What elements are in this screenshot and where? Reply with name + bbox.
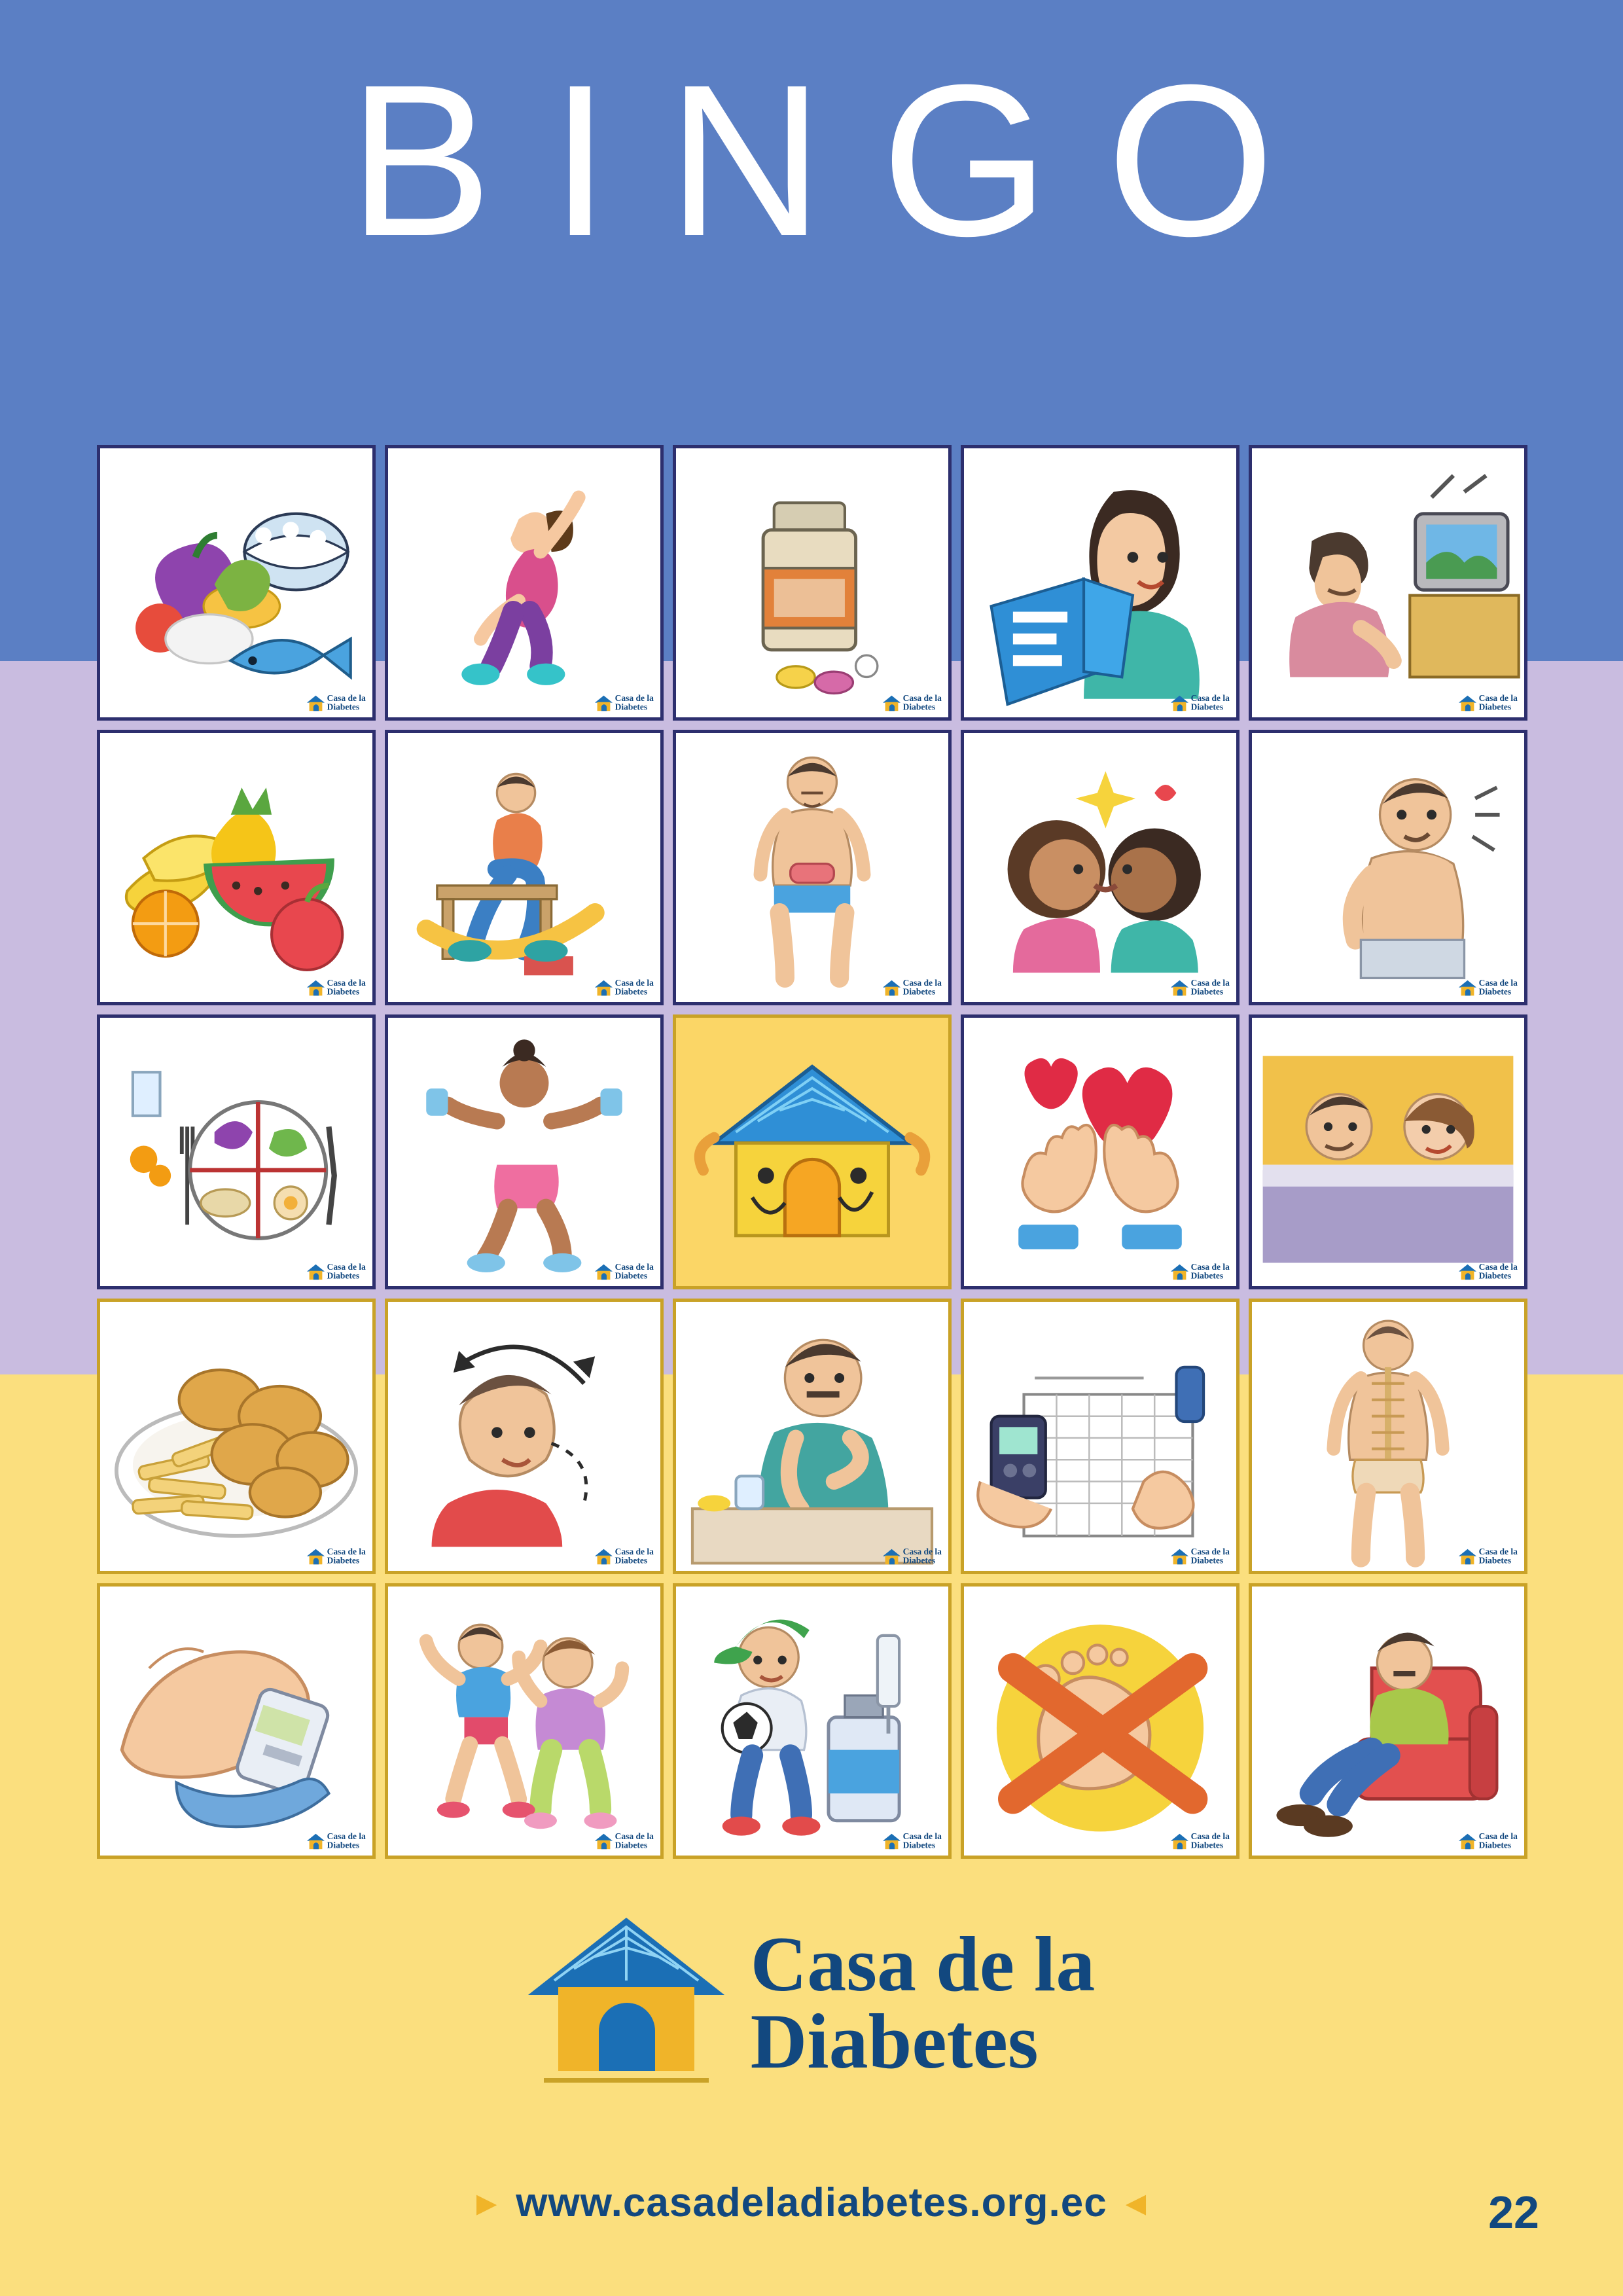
bingo-cell-couple-kissing[interactable] [961,730,1240,1005]
house-icon [595,696,613,711]
bingo-cell-person-stepping-on-step-exercise[interactable] [385,730,664,1005]
house-icon [1459,1549,1476,1564]
watermark-logo [1459,1263,1518,1281]
bingo-grid [97,445,1527,1859]
watermark-line2: Diabetes [902,1840,936,1850]
website-url[interactable]: www.casadeladiabetes.org.ec [516,2180,1107,2225]
house-icon [595,980,613,995]
house-icon [307,1834,325,1849]
house-icon [1459,1834,1476,1849]
watermark-logo [1171,1263,1230,1281]
watermark-logo [595,694,654,712]
footer-brand-logo [0,1918,1623,2088]
watermark-logo [1459,979,1518,997]
watermark-line1: Casa de la [902,1547,942,1557]
house-icon [1171,980,1188,995]
watermark-line2: Diabetes [1478,1840,1512,1850]
art-man-in-armchair [1252,1587,1524,1859]
watermark-logo [1459,1548,1518,1566]
bingo-cell-glucometer-and-logbook[interactable] [961,1299,1240,1574]
bingo-cell-casa-de-la-diabetes-house-mascot[interactable] [673,1014,952,1290]
bingo-cell-woman-stretching-exercise[interactable] [385,445,664,721]
watermark-line2: Diabetes [327,1271,360,1282]
watermark-line1: Casa de la [615,978,654,988]
art-plate-method [100,1018,372,1290]
house-icon [595,1834,613,1849]
website-url-line[interactable] [0,2179,1623,2226]
watermark-line1: Casa de la [327,1832,366,1842]
brand-name [750,1920,1096,2085]
watermark-logo [307,1263,366,1281]
watermark-line2: Diabetes [1478,987,1512,997]
casa-de-la-diabetes-house-icon [528,1918,724,2088]
bingo-cell-hands-holding-hearts[interactable] [961,1014,1240,1290]
art-glucometer-logbook [964,1302,1236,1574]
house-icon [883,1549,901,1564]
watermark-line1: Casa de la [1190,1832,1230,1842]
brand-line-1: Casa de la [750,1920,1096,2008]
watermark-line1: Casa de la [615,1832,654,1842]
art-woman-dumbbells [388,1018,660,1290]
watermark-logo [595,1548,654,1566]
watermark-line1: Casa de la [1190,1263,1230,1272]
house-icon [1171,696,1188,711]
watermark-line2: Diabetes [902,1556,936,1566]
watermark-line2: Diabetes [615,1556,648,1566]
watermark-line1: Casa de la [327,978,366,988]
bingo-cell-man-sitting-in-armchair[interactable] [1249,1583,1527,1859]
watermark-line2: Diabetes [327,1840,360,1850]
house-icon [883,980,901,995]
art-man-watching-tv [1252,448,1524,721]
art-medicine-bottle-pills [676,448,948,721]
bingo-cell-man-taking-pills-at-table[interactable] [673,1299,952,1574]
watermark-logo [307,694,366,712]
bingo-cell-kids-dancing-and-moving[interactable] [385,1583,664,1859]
house-icon [595,1265,613,1280]
watermark-logo [595,1263,654,1281]
watermark-line2: Diabetes [1190,1556,1224,1566]
bingo-cell-boy-with-ball-and-insulin-vial[interactable] [673,1583,952,1859]
watermark-line2: Diabetes [1190,1271,1224,1282]
house-icon [1459,696,1476,711]
art-house-mascot [676,1018,948,1290]
art-body-back-nerves [1252,1302,1524,1574]
watermark-line2: Diabetes [615,702,648,712]
watermark-line2: Diabetes [1478,1556,1512,1566]
art-boy-neck-exercise [388,1302,660,1574]
art-couple-in-bed [1252,1018,1524,1290]
art-step-exercise [388,733,660,1005]
watermark-line2: Diabetes [615,987,648,997]
house-icon [1459,980,1476,995]
watermark-logo [883,979,942,997]
watermark-line2: Diabetes [1478,1271,1512,1282]
watermark-line1: Casa de la [1478,693,1518,704]
bingo-cell-medicine-bottle-and-pills[interactable] [673,445,952,721]
watermark-line1: Casa de la [1478,1263,1518,1272]
watermark-line2: Diabetes [327,1556,360,1566]
art-boy-insulin-vial [676,1587,948,1859]
watermark-logo [595,979,654,997]
art-kids-dancing [388,1587,660,1859]
bingo-cell-man-with-itchy-skin[interactable] [1249,730,1527,1005]
bingo-cell-assorted-fruits[interactable] [97,730,376,1005]
watermark-line1: Casa de la [902,1832,942,1842]
art-woman-stretching [388,448,660,721]
watermark-line2: Diabetes [1190,702,1224,712]
watermark-logo [883,1548,942,1566]
roof-tiles-icon [528,1918,724,1996]
watermark-line1: Casa de la [1190,978,1230,988]
watermark-logo [595,1833,654,1850]
bingo-cell-no-barefoot-walking-warning[interactable] [961,1583,1240,1859]
watermark-logo [1171,1833,1230,1850]
art-body-injection-site [676,733,948,1005]
watermark-line2: Diabetes [615,1271,648,1282]
watermark-logo [1459,1833,1518,1850]
watermark-line1: Casa de la [327,1547,366,1557]
watermark-logo [883,694,942,712]
watermark-line1: Casa de la [1190,693,1230,704]
art-vegetables-fish-rice [100,448,372,721]
bingo-cell-woman-reading-diabetes-book[interactable] [961,445,1240,721]
bingo-cell-fried-chicken-and-fries-plate[interactable] [97,1299,376,1574]
watermark-line1: Casa de la [615,1547,654,1557]
watermark-logo [1459,694,1518,712]
bingo-cell-healthy-plate-vegetables-fish-rice[interactable] [97,445,376,721]
watermark-line1: Casa de la [615,1263,654,1272]
bingo-cell-man-eating-in-front-of-tv[interactable] [1249,445,1527,721]
watermark-line1: Casa de la [1190,1547,1230,1557]
watermark-logo [307,1833,366,1850]
watermark-line2: Diabetes [902,702,936,712]
watermark-line1: Casa de la [902,978,942,988]
house-icon [1459,1265,1476,1280]
bingo-cell-hand-using-glucometer-on-finger[interactable] [97,1583,376,1859]
art-woman-reading-book [964,448,1236,721]
bingo-cell-boy-turning-head-neck-exercise[interactable] [385,1299,664,1574]
house-icon [307,696,325,711]
house-icon [1171,1265,1188,1280]
watermark-line1: Casa de la [1478,1547,1518,1557]
right-triangle-icon: ◄ [1118,2185,1154,2223]
bingo-cell-woman-lifting-dumbbells[interactable] [385,1014,664,1290]
watermark-line1: Casa de la [615,693,654,704]
house-icon [1171,1549,1188,1564]
house-icon [883,696,901,711]
house-icon [1171,1834,1188,1849]
watermark-logo [307,1548,366,1566]
watermark-line2: Diabetes [327,702,360,712]
watermark-line2: Diabetes [327,987,360,997]
watermark-line2: Diabetes [615,1840,648,1850]
house-icon [595,1549,613,1564]
page-title: BINGO [348,39,1332,281]
bingo-cell-couple-in-bed-sleeping[interactable] [1249,1014,1527,1290]
house-icon [307,980,325,995]
watermark-line1: Casa de la [1478,978,1518,988]
watermark-line2: Diabetes [1190,1840,1224,1850]
art-glucometer-fingertip [100,1587,372,1859]
left-triangle-icon: ► [469,2185,505,2223]
art-couple-kissing [964,733,1236,1005]
art-assorted-fruits [100,733,372,1005]
watermark-line2: Diabetes [1190,987,1224,997]
watermark-line1: Casa de la [327,1263,366,1272]
watermark-line2: Diabetes [1478,702,1512,712]
art-man-taking-pills [676,1302,948,1574]
art-man-scratching [1252,733,1524,1005]
house-icon [883,1834,901,1849]
watermark-line2: Diabetes [902,987,936,997]
bingo-cell-human-body-back-nervous-system[interactable] [1249,1299,1527,1574]
bingo-cell-man-with-abdominal-insulin-pump-site[interactable] [673,730,952,1005]
watermark-line1: Casa de la [902,693,942,704]
watermark-logo [307,979,366,997]
house-icon [307,1265,325,1280]
watermark-logo [1171,1548,1230,1566]
watermark-line1: Casa de la [327,693,366,704]
watermark-line1: Casa de la [1478,1832,1518,1842]
page-number: 22 [1488,2187,1539,2238]
brand-line-2: Diabetes [750,1998,1039,2085]
art-hands-hearts [964,1018,1236,1290]
watermark-logo [883,1833,942,1850]
bingo-cell-balanced-plate-method-diagram[interactable] [97,1014,376,1290]
art-no-barefoot [964,1587,1236,1859]
art-fried-chicken-fries [100,1302,372,1574]
house-icon [307,1549,325,1564]
watermark-logo [1171,694,1230,712]
watermark-logo [1171,979,1230,997]
